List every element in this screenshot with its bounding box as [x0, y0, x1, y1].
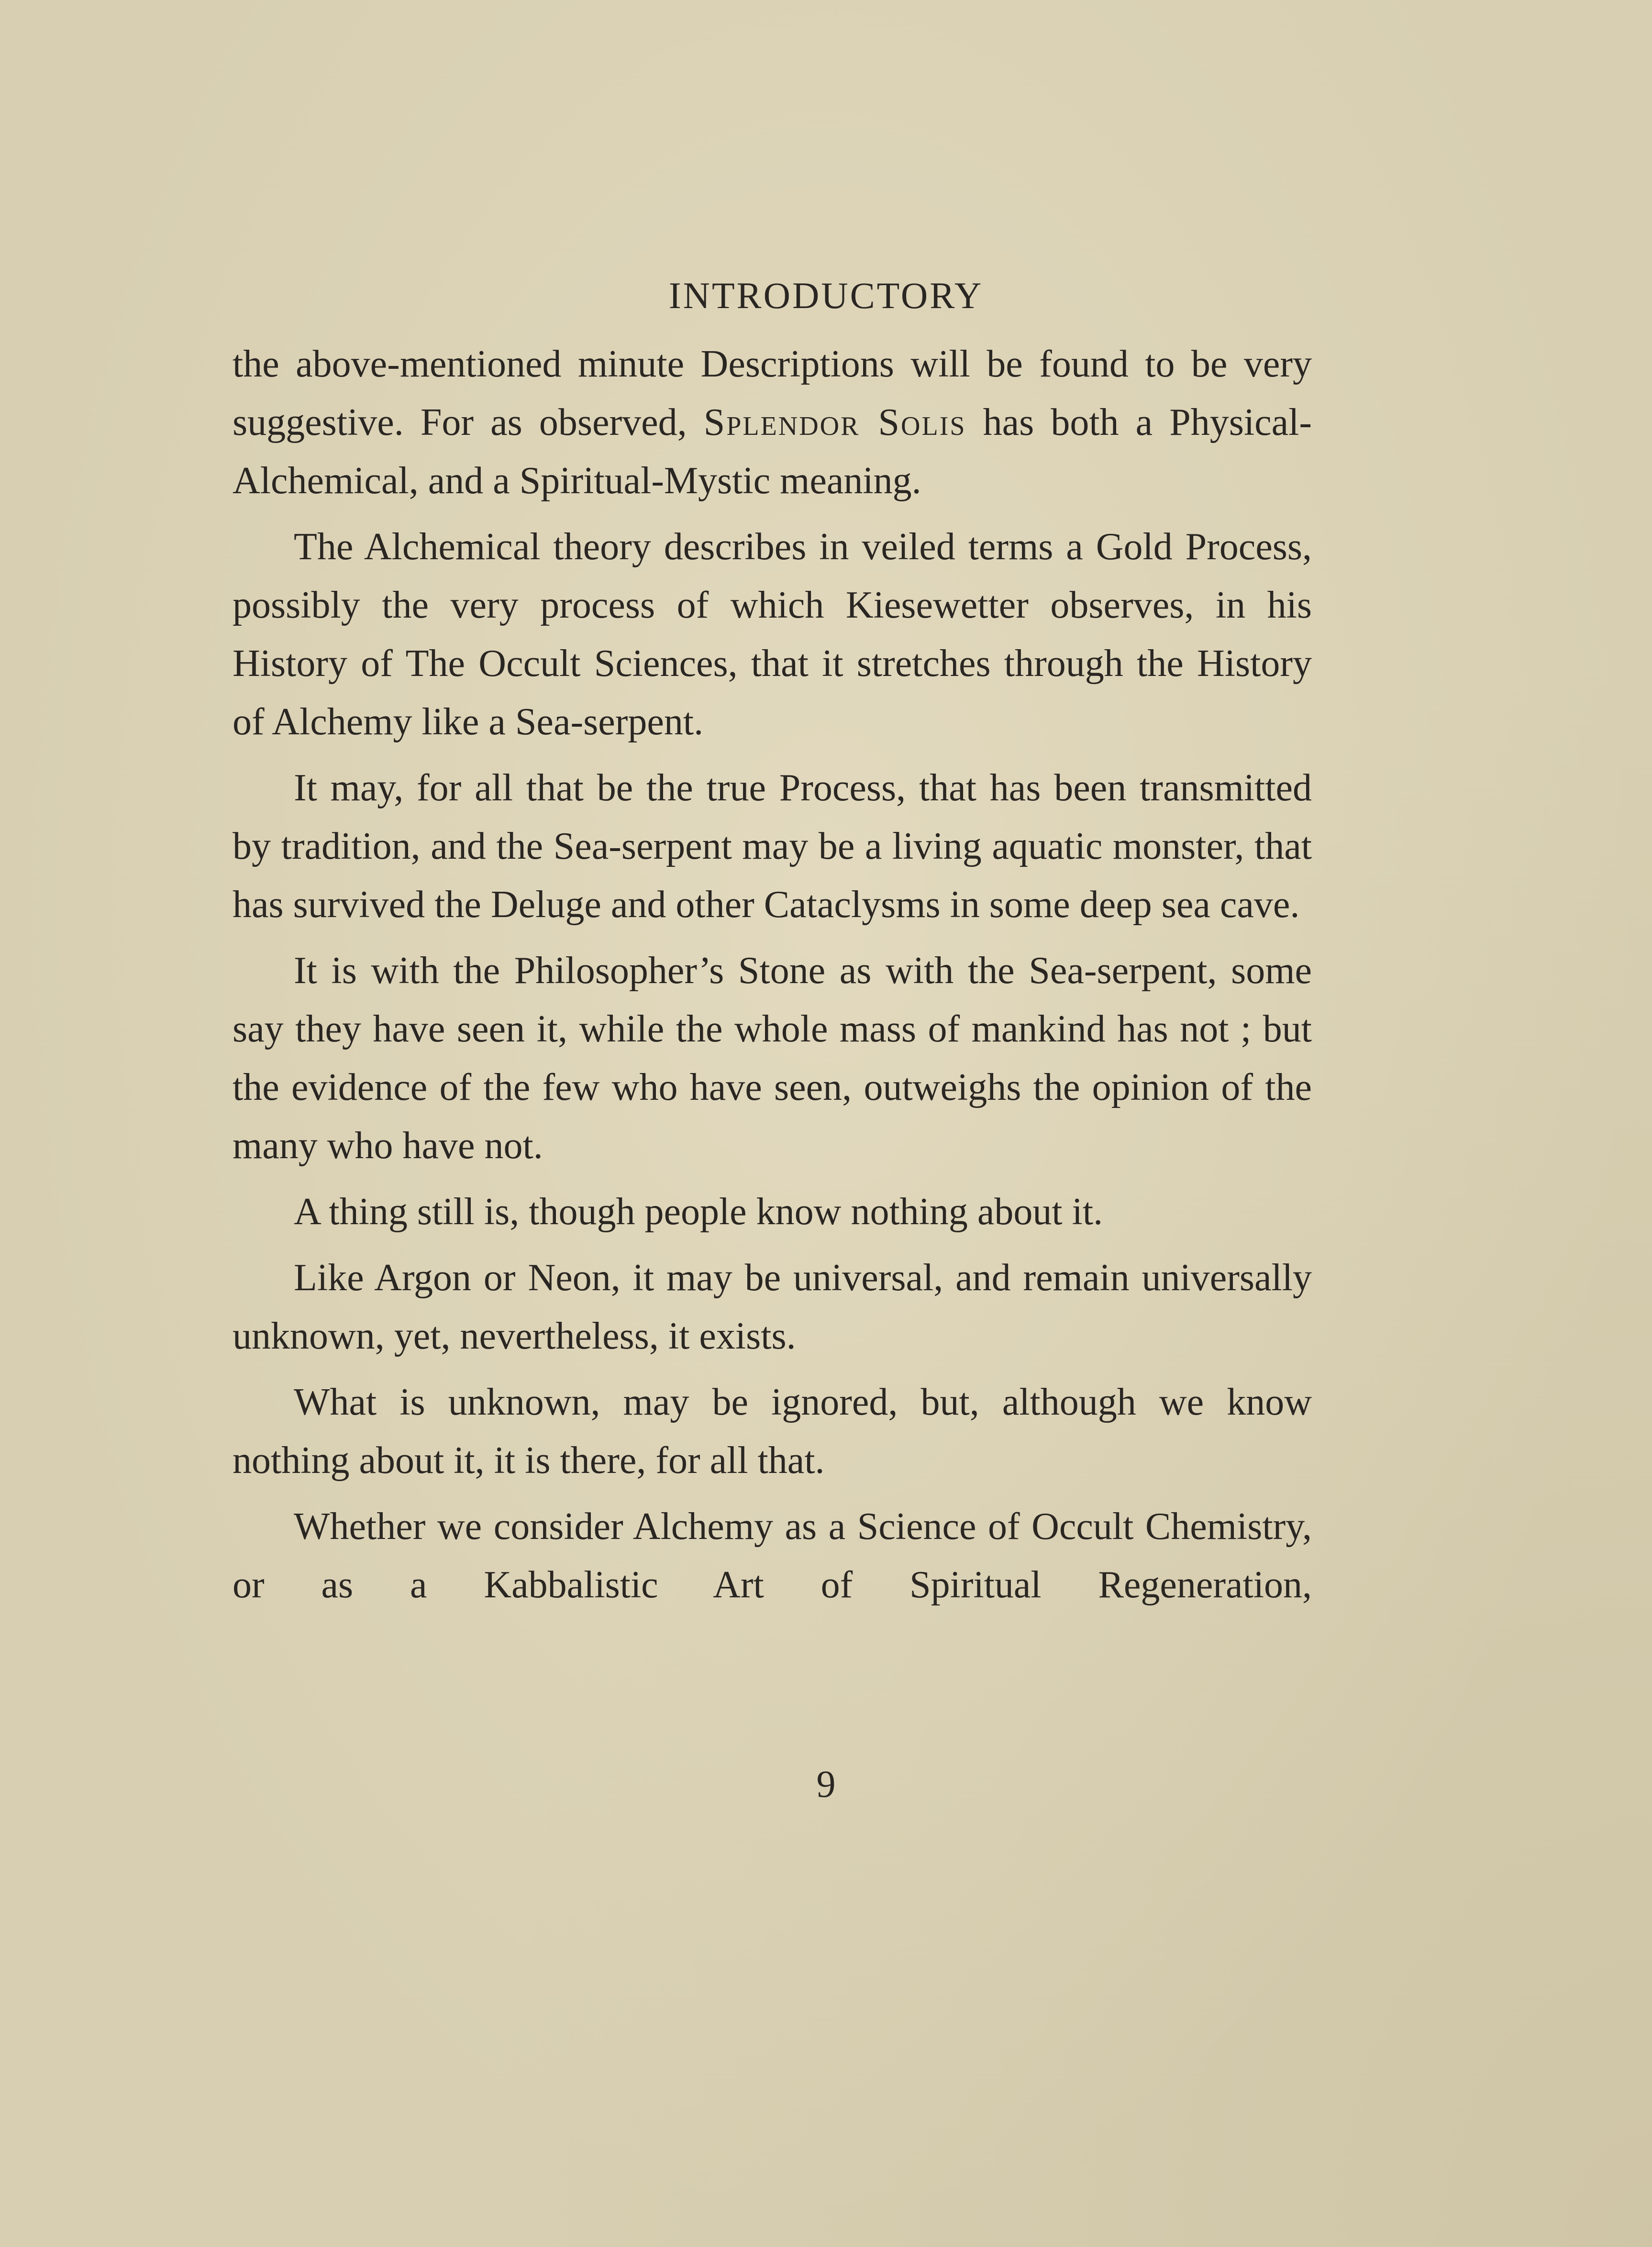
paragraph-4: It is with the Philosopher’s Stone as with the Sea-serpent, some say they have seen it, while the whole mass of mankind has not ; but the evidence of the few who have seen, outweighs the opinion of the many who have not.: [233, 950, 1312, 1167]
paragraph-1-text-start: the above-mentioned minute Descriptions will be found to be very suggestive. For as observed,: [233, 343, 1312, 443]
paragraph-5: A thing still is, though people know nothing about it.: [294, 1191, 1103, 1233]
book-title-splendor-solis: Splendor Solis: [703, 401, 966, 443]
paragraph-3: It may, for all that be the true Process, that has been transmitted by tradition, and the Sea-serpent may be a living aquatic monster, that has survived the Deluge and other Cataclysms in some deep sea cave.: [233, 767, 1312, 926]
paragraph-2: The Alchemical theory describes in veiled terms a Gold Process, possibly the very process of which Kiesewetter observes, in his History of The Occult Sciences, that it stretches through the History of Alchemy like a Sea-serpent.: [233, 526, 1312, 743]
paragraph-1: [233, 335, 1312, 510]
running-head: INTRODUCTORY: [668, 275, 984, 316]
paragraph-7: What is unknown, may be ignored, but, although we know nothing about it, it is there, for all that.: [233, 1381, 1312, 1482]
paragraph-6: Like Argon or Neon, it may be universal, and remain universally unknown, yet, nevertheless, it exists.: [233, 1257, 1312, 1357]
paragraph-8: Whether we consider Alchemy as a Science of Occult Chemistry, or as a Kabbalistic Art of Spiritual Regeneration,: [233, 1505, 1312, 1606]
body-text: [233, 335, 1312, 1622]
paragraph-1-text-end: has both a Physical-Alchemical, and a Spiritual-Mystic meaning.: [233, 401, 1312, 502]
page-number: 9: [816, 1763, 836, 1805]
